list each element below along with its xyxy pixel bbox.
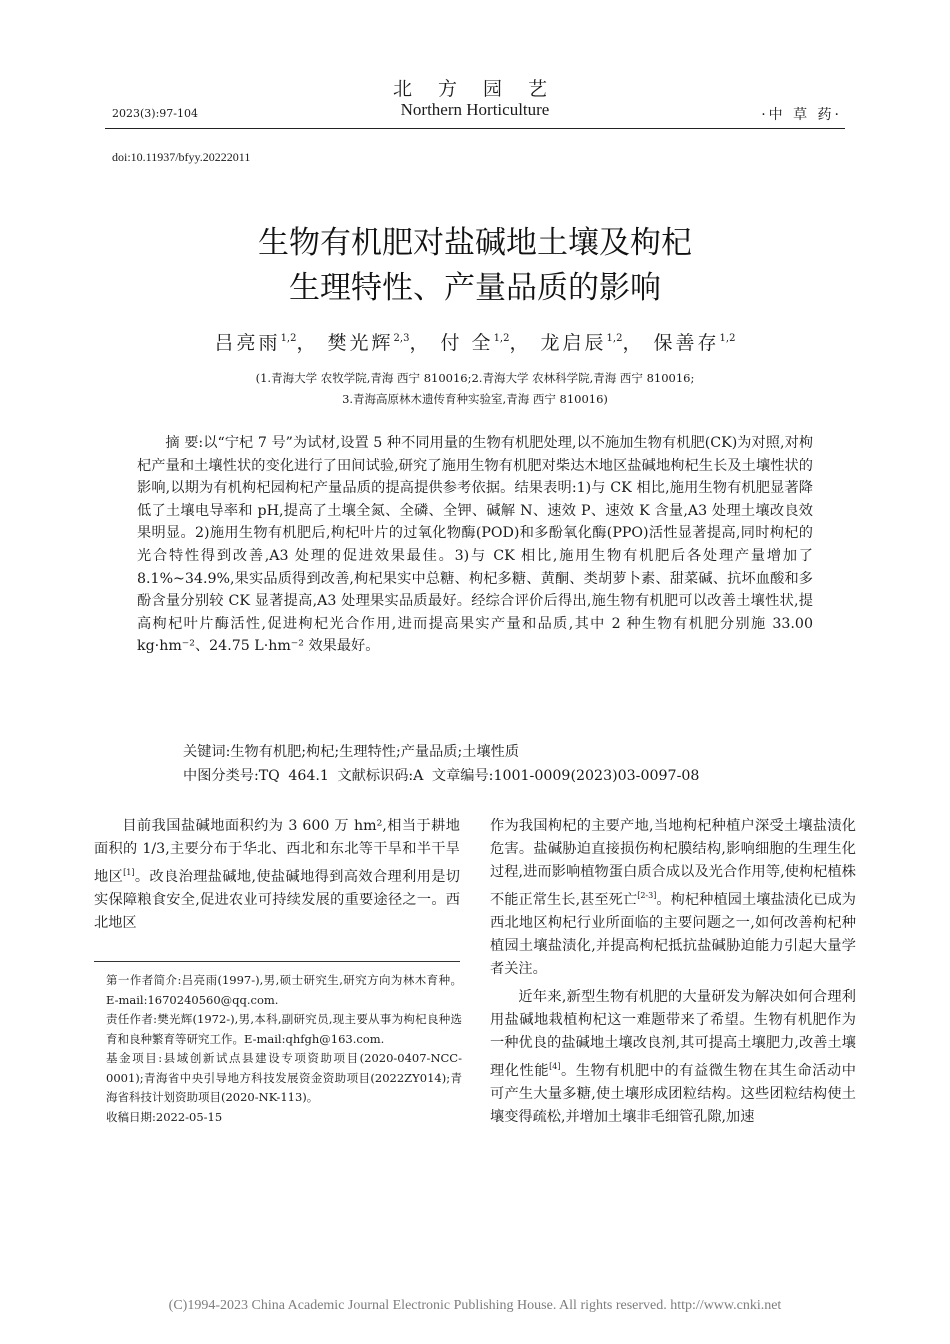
corresponding-author-note: 责任作者:樊光辉(1972-),男,本科,副研究员,现主要从事为枸杞良种选育和良种繁育等研究工作。E-mail:qhfgh@163.com. — [106, 1012, 462, 1046]
paper-title-line-1: 生物有机肥对盐碱地土壤及枸杞 — [258, 225, 692, 261]
footnote-divider — [94, 961, 460, 962]
affiliation-line-2: 3.青海高原林木遗传育种实验室,青海 西宁 810016) — [342, 392, 608, 406]
abstract-text: 以“宁杞 7 号”为试材,设置 5 种不同用量的生物有机肥处理,以不施加生物有机肥(CK)为对照,对枸杞产量和土壤性状的变化进行了田间试验,研究了施用生物有机肥对柴达木地区盐碱地枸杞生长及土壤性状的影响,以期为有机枸杞园枸杞产量品质的提高提供参考依据。结果表明:1)与 CK 相比,施用生物有机肥显著降低了土壤电导率和 pH,提高了土壤全氮、全磷、全钾、碱解 N、速效 P、速效 K 含量,A3 处理土壤改良效果明显。2)施用生物有机肥后,枸杞叶片的过氧化物酶(POD)和多酚氧化酶(PPO)活性显著提高,同时枸杞的光合特性得到改善,A3 处理的促进效果最佳。3)与 CK 相比,施用生物有机肥后各处理产量增加了 8.1%~34.9%,果实品质得到改善,枸杞果实中总糖、枸杞多糖、黄酮、类胡萝卜素、甜菜碱、抗坏血酸和多酚含量分别较 CK 显著提高,A3 处理果实品质最好。经综合评价后得出,施生物有机肥可以改善土壤性状,提高枸杞叶片酶活性,促进枸杞光合作用,进而提高果实产量和品质,其中 2 种生物有机肥分别施 33.00 kg·hm⁻²、24.75 L·hm⁻² 效果最好。 — [137, 435, 814, 655]
keywords: 关键词:生物有机肥;枸杞;生理特性;产量品质;土壤性质 — [183, 744, 520, 760]
citation[interactable]: [4] — [549, 1062, 561, 1071]
author: 樊光辉$^{2,3}$， — [327, 332, 432, 354]
body-right-column — [490, 815, 856, 1129]
body-left-column — [94, 815, 460, 935]
author: 付 全$^{1,2}$， — [440, 332, 532, 354]
funding-note: 基金项目:县域创新试点县建设专项资助项目(2020-0407-NCC-0001);青海省中央引导地方科技发展资金资助项目(2022ZY014);青海省科技计划资助项目(2020-NK-113)。 — [106, 1051, 462, 1104]
author: 保善存$^{1,2}$ — [653, 332, 736, 354]
abstract — [137, 432, 813, 658]
abstract-label: 摘 要: — [165, 435, 204, 451]
affiliation-line-1: (1.青海大学 农牧学院,青海 西宁 810016;2.青海大学 农林科学院,青海 西宁 810016; — [255, 371, 695, 385]
footnotes — [106, 971, 462, 1127]
paragraph: 作为我国枸杞的主要产地,当地枸杞种植户深受土壤盐渍化危害。盐碱胁迫直接损伤枸杞膜结构,影响细胞的生理生化过程,进而影响植物蛋白质合成以及光合作用等,使枸杞植株不能正常生长,甚至死亡[2-3]。枸杞种植园土壤盐渍化已成为西北地区枸杞行业所面临的主要问题之一,如何改善枸杞种植园土壤盐渍化,并提高枸杞抵抗盐碱胁迫能力引起大量学者关注。 — [490, 818, 856, 977]
paper-title-line-2: 生理特性、产量品质的影响 — [289, 270, 661, 306]
header-rule — [105, 128, 845, 129]
paragraph: 近年来,新型生物有机肥的大量研发为解决如何合理利用盐碱地栽植枸杞这一难题带来了希望。生物有机肥作为一种优良的盐碱地土壤改良剂,其可提高土壤肥力,改善土壤理化性能[4]。生物有机肥中的有益微生物在其生命活动中可产生大量多糖,使土壤形成团粒结构。这些团粒结构使土壤变得疏松,并增加土壤非毛细管孔隙,加速 — [490, 989, 856, 1125]
author: 龙启辰$^{1,2}$， — [540, 332, 645, 354]
journal-name-en: Northern Horticulture — [400, 100, 550, 119]
doi[interactable]: doi:10.11937/bfyy.20222011 — [112, 150, 251, 164]
citation[interactable]: [1] — [123, 868, 135, 877]
received-date: 收稿日期:2022-05-15 — [106, 1109, 223, 1124]
copyright-footer: (C)1994-2023 China Academic Journal Electronic Publishing House. All rights reserved. http://www.cnki.net — [168, 1298, 782, 1313]
author: 吕亮雨$^{1,2}$， — [214, 332, 319, 354]
journal-name-cn: 北 方 园 艺 — [392, 78, 558, 100]
author-list — [0, 328, 950, 355]
section-label: ·中 草 药· — [761, 107, 842, 123]
classification-codes: 中图分类号:TQ 464.1 文献标识码:A 文章编号:1001-0009(2023)03-0097-08 — [183, 768, 700, 784]
paragraph: 目前我国盐碱地面积约为 3 600 万 hm²,相当于耕地面积的 1/3,主要分布于华北、西北和东北等干旱和半干旱地区[1]。改良治理盐碱地,使盐碱地得到高效合理利用是切实保障粮食安全,促进农业可持续发展的重要途径之一。西北地区 — [94, 818, 460, 931]
first-author-note: 第一作者简介:吕亮雨(1997-),男,硕士研究生,研究方向为林木育种。E-mail:1670240560@qq.com. — [106, 973, 462, 1007]
issue-info: 2023(3):97-104 — [112, 107, 198, 120]
citation[interactable]: [2-3] — [637, 891, 657, 900]
